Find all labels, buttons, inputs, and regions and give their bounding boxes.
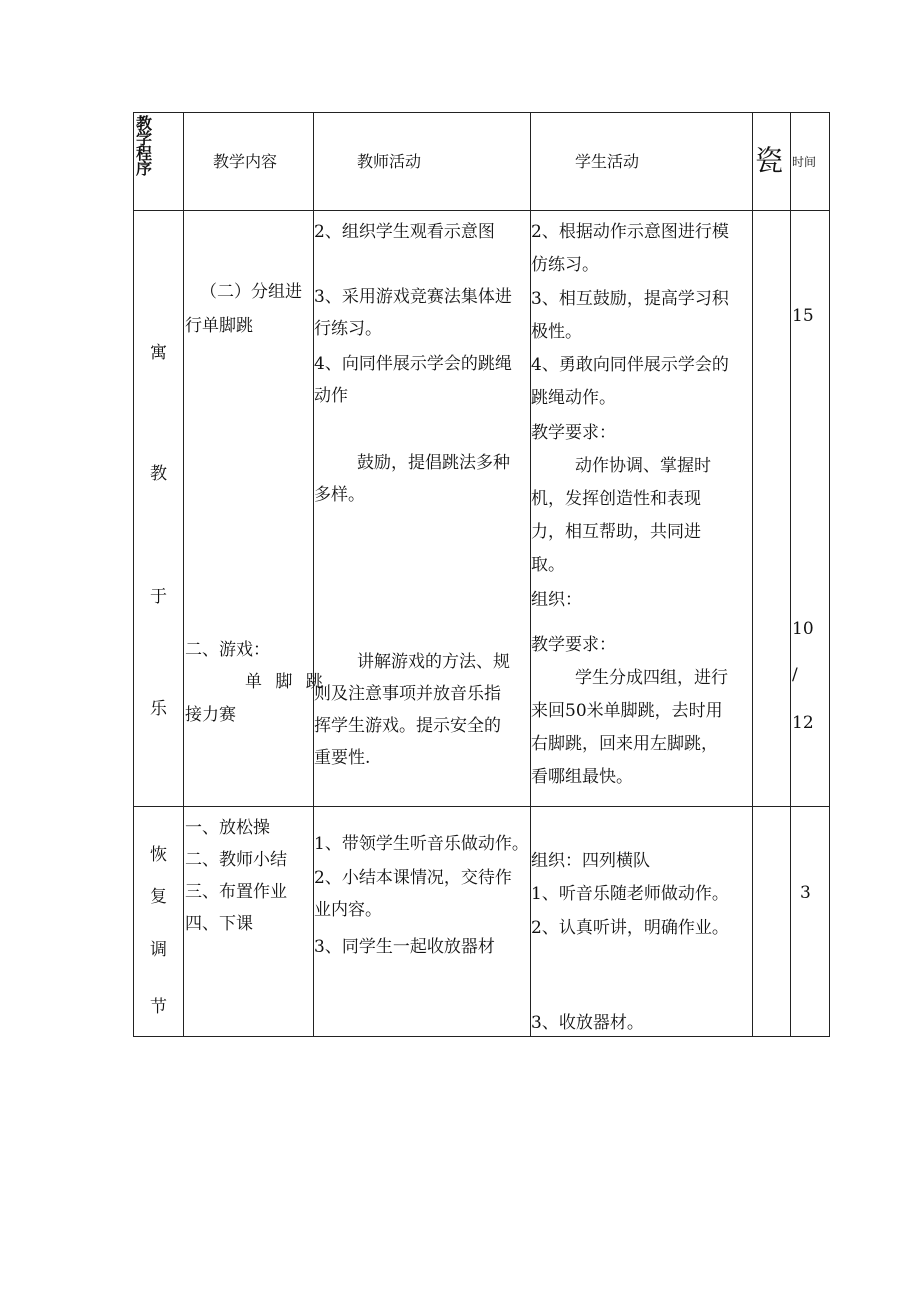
table-border-top [133, 112, 830, 113]
section1-student-line: 跳绳动作。 [531, 388, 616, 408]
table-border-right [829, 112, 830, 1037]
section2-student-line: 2、认真听讲，明确作业。 [531, 918, 729, 938]
section1-time: 15 [792, 306, 814, 326]
section1-content-line: 二、游戏： [185, 640, 270, 660]
section1-teacher-line: 行练习。 [314, 319, 382, 339]
col-divider-1 [183, 112, 184, 1037]
section1-student-line: 力，相互帮助，共同进 [531, 522, 701, 542]
header-time: 时间 [792, 155, 817, 169]
header-teacher: 教师活动 [357, 152, 422, 171]
section2-label-1: 恢 [150, 845, 167, 865]
section1-content-line: 行单脚跳 [185, 316, 253, 336]
section1-teacher-line: 动作 [314, 386, 348, 406]
section1-teacher-line: 讲解游戏的方法、规 [357, 652, 510, 672]
header-divider [133, 210, 830, 211]
section2-teacher-line: 2、小结本课情况，交待作 [314, 868, 512, 888]
section1-label-1: 寓 [150, 343, 167, 363]
section1-teacher-line: 4、向同伴展示学会的跳绳 [314, 354, 512, 374]
section1-student-line: 看哪组最快。 [531, 767, 633, 787]
header-procedure: 教 学 程 序 [136, 114, 153, 178]
section1-student-line: 2、根据动作示意图进行模 [531, 222, 729, 242]
section1-teacher-line: 多样。 [314, 485, 365, 505]
section1-content-line: 接力赛 [185, 705, 236, 725]
section2-label-2: 复 [150, 887, 167, 907]
section1-student-line: 仿练习。 [531, 255, 599, 275]
header-content: 教学内容 [213, 152, 278, 171]
section-divider [133, 806, 830, 807]
table-border-left [133, 112, 134, 1037]
section1-time: 12 [792, 713, 814, 733]
section1-student-line: 4、勇敢向同伴展示学会的 [531, 355, 729, 375]
section1-teacher-line: 则及注意事项并放音乐指 [314, 684, 501, 704]
section1-student-line: 来回50米单脚跳，去时用 [531, 701, 723, 721]
col-divider-2 [313, 112, 314, 1037]
section1-time: 10 [792, 619, 814, 639]
table-border-bottom [133, 1036, 830, 1037]
header-symbol: 瓷 [755, 144, 784, 177]
section1-student-line: 动作协调、掌握时 [575, 456, 711, 476]
section1-student-line: 3、相互鼓励，提高学习积 [531, 289, 729, 309]
section1-label-4: 乐 [150, 699, 167, 719]
section1-teacher-line: 重要性. [314, 748, 371, 768]
section1-label-3: 于 [150, 587, 167, 607]
section1-content-line: 单 脚 跳 [245, 672, 323, 692]
section1-student-line: 右脚跳，回来用左脚跳， [531, 734, 718, 754]
section2-label-4: 节 [150, 997, 167, 1017]
lesson-table [133, 112, 830, 1037]
section2-teacher-line: 3、同学生一起收放器材 [314, 937, 495, 957]
section1-time: / [792, 665, 798, 685]
section1-teacher-line: 2、组织学生观看示意图 [314, 222, 495, 242]
header-student: 学生活动 [575, 152, 640, 171]
section2-time: 3 [800, 883, 811, 903]
section1-label-2: 教 [150, 464, 167, 484]
section2-teacher-line: 业内容。 [314, 900, 382, 920]
section2-student-line: 组织：四列横队 [531, 851, 650, 871]
col-divider-5 [790, 112, 791, 1037]
col-divider-4 [752, 112, 753, 1037]
section1-student-line: 极性。 [531, 322, 582, 342]
section1-teacher-line: 鼓励，提倡跳法多种 [357, 453, 510, 473]
section2-student-line: 1、听音乐随老师做动作。 [531, 884, 729, 904]
section2-content-line: 一、放松操 [185, 818, 270, 838]
section1-teacher-line: 3、采用游戏竞赛法集体进 [314, 287, 512, 307]
section2-label-3: 调 [150, 940, 167, 960]
section1-content-line: （二）分组进 [200, 282, 302, 302]
section1-student-line: 教学要求： [531, 635, 616, 655]
section1-student-line: 组织： [531, 590, 582, 610]
section2-content-line: 三、布置作业 [185, 882, 287, 902]
section1-student-line: 机，发挥创造性和表现 [531, 489, 701, 509]
section2-content-line: 二、教师小结 [185, 850, 287, 870]
section1-student-line: 学生分成四组，进行 [575, 668, 728, 688]
section2-student-line: 3、收放器材。 [531, 1013, 644, 1033]
section1-student-line: 取。 [531, 555, 565, 575]
section1-teacher-line: 挥学生游戏。提示安全的 [314, 716, 501, 736]
section2-teacher-line: 1、带领学生听音乐做动作。 [314, 834, 529, 854]
section2-content-line: 四、下课 [185, 914, 253, 934]
section1-student-line: 教学要求： [531, 423, 616, 443]
